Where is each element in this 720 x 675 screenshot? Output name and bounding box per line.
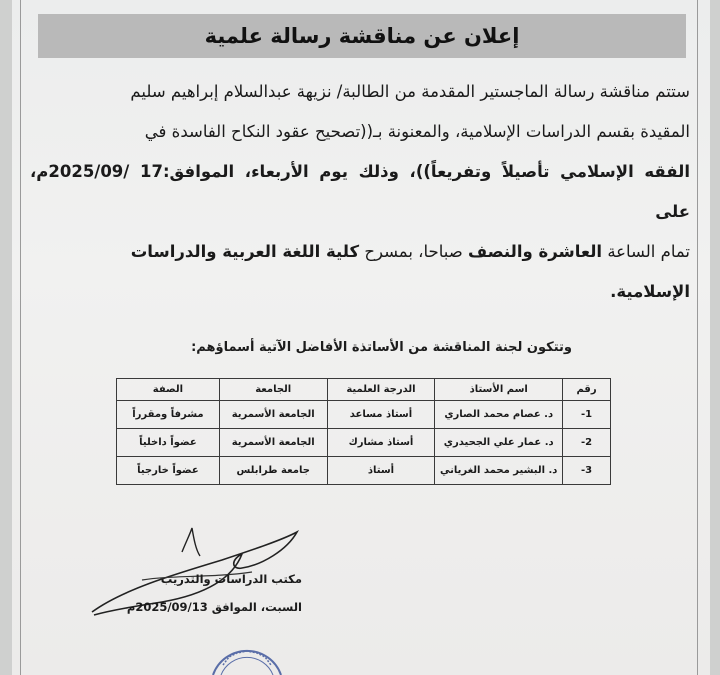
row-degree: أستاذ مشارك	[327, 429, 435, 457]
row-university: الجامعة الأسمرية	[219, 401, 327, 429]
signature-block	[122, 572, 302, 614]
header-university: الجامعة	[219, 379, 327, 401]
office-name: مكتب الدراسات والتدريب	[160, 572, 302, 586]
body-line-3: الفقه الإسلامي تأصيلاً وتفريعاً))، وذلك يوم الأربعاء، الموافق:17 /2025/09م، على	[30, 162, 690, 221]
body-line-4: تمام الساعة العاشرة والنصف صباحا، بمسرح كلية اللغة العربية والدراسات	[130, 242, 690, 261]
row-number: 2-	[563, 429, 611, 457]
table-row	[117, 429, 611, 457]
row-role: عضواً خارجياً	[117, 457, 220, 485]
row-number: 3-	[563, 457, 611, 485]
title-bar	[38, 14, 686, 58]
row-name: د. عمار علي الجحيدري	[435, 429, 563, 457]
committee-intro: وتتكون لجنة المناقشة من الأساتذة الأفاضل الآتية أسماؤهم:	[191, 340, 572, 355]
body-line-1: ستتم مناقشة رسالة الماجستير المقدمة من الطالبة/ نزيهة عبدالسلام إبراهيم سليم	[130, 82, 690, 101]
row-degree: أستاذ	[327, 457, 435, 485]
header-number: رقم	[563, 379, 611, 401]
row-role: عضواً داخلياً	[117, 429, 220, 457]
row-university: جامعة طرابلس	[219, 457, 327, 485]
document-sheet	[12, 0, 710, 675]
stamp-icon	[207, 635, 287, 675]
body-line-5: الإسلامية.	[610, 282, 690, 301]
row-number: 1-	[563, 401, 611, 429]
announcement-title: إعلان عن مناقشة رسالة علمية	[204, 24, 520, 48]
header-degree: الدرجة العلمية	[327, 379, 435, 401]
row-degree: أستاذ مساعد	[327, 401, 435, 429]
table-row	[117, 401, 611, 429]
issue-date: السبت، الموافق 2025/09/13م	[126, 600, 302, 614]
body-line-2: المقيدة بقسم الدراسات الإسلامية، والمعنونة بـ((تصحيح عقود النكاح الفاسدة في	[144, 122, 690, 141]
row-name: د. عصام محمد الصاري	[435, 401, 563, 429]
header-role: الصفة	[117, 379, 220, 401]
row-role: مشرفاً ومقرراً	[117, 401, 220, 429]
announcement-body	[30, 72, 690, 312]
header-name: اسم الأستاذ	[435, 379, 563, 401]
row-university: الجامعة الأسمرية	[219, 429, 327, 457]
row-name: د. البشير محمد الغرياني	[435, 457, 563, 485]
table-header-row	[117, 379, 611, 401]
committee-table	[116, 378, 611, 485]
table-row	[117, 457, 611, 485]
